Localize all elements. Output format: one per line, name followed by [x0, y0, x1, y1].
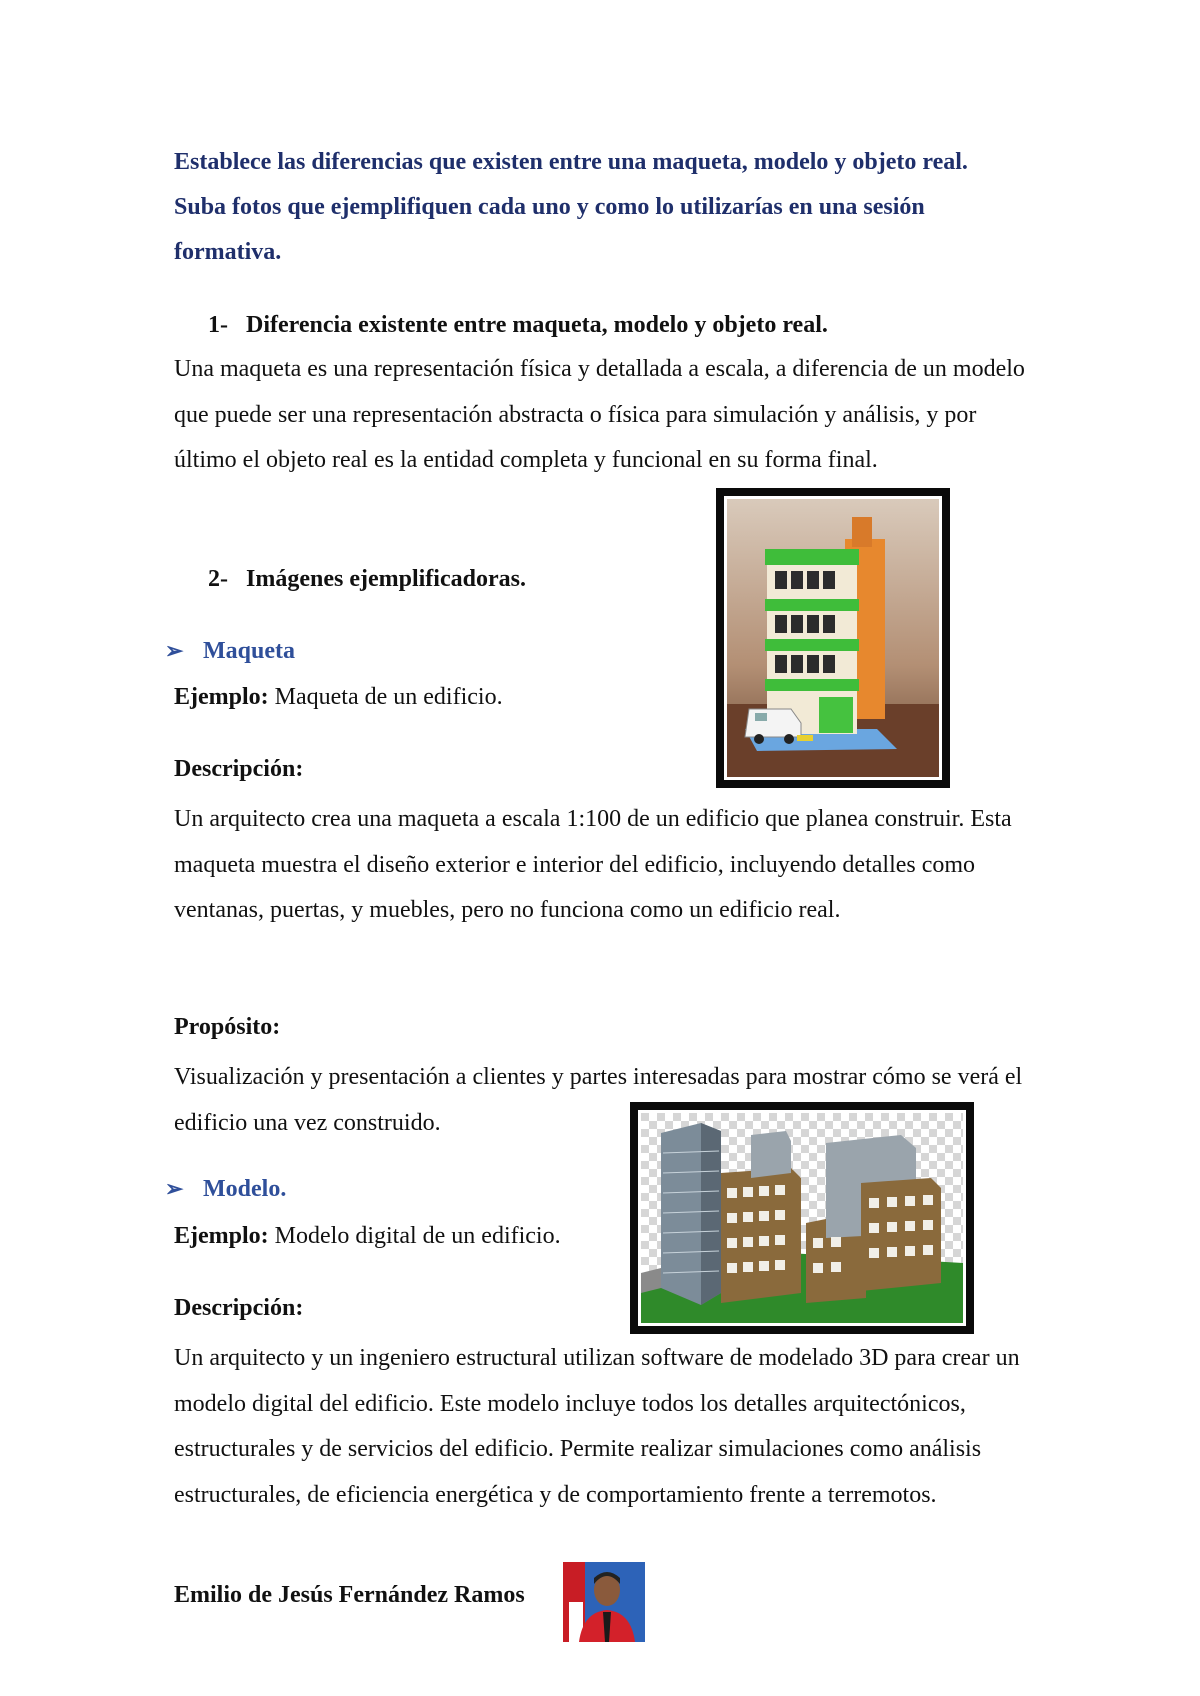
- maqueta-example-text: Maqueta de un edificio.: [268, 684, 503, 710]
- modelo-example: [174, 1223, 561, 1250]
- section-1-number: 1-: [208, 312, 228, 338]
- building-model-image: [727, 499, 939, 777]
- maqueta-example-label: Ejemplo:: [174, 684, 269, 710]
- author-name: Emilio de Jesús Fernández Ramos: [174, 1582, 525, 1608]
- modelo-description: Un arquitecto y un ingeniero estructural utilizan software de modelado 3D para crear un modelo digital del edificio. Este modelo incluye todos los detalles arquitectónicos, estructurales y de servicios del edificio. Permite realizar simulaciones como análisis estructurales, de eficiencia energética y de comportamiento frente a terremotos.: [174, 1345, 1020, 1508]
- modelo-example-label: Ejemplo:: [174, 1223, 269, 1249]
- digital-building-model-image: [641, 1113, 963, 1323]
- maqueta-purpose: Visualización y presentación a clientes y partes interesadas para mostrar cómo se verá el edificio una vez construido.: [174, 1064, 1023, 1136]
- modelo-heading: [165, 1176, 286, 1203]
- section-1-title: Diferencia existente entre maqueta, modelo y objeto real.: [246, 312, 828, 338]
- modelo-example-text: Modelo digital de un edificio.: [268, 1223, 561, 1249]
- arrow-bullet-icon: ➢: [165, 1176, 184, 1201]
- arrow-bullet-icon: ➢: [165, 638, 184, 663]
- maqueta-description: Un arquitecto crea una maqueta a escala 1:100 de un edificio que planea construir. Esta maqueta muestra el diseño exterior e interior del edificio, incluyendo detalles como ventanas, puertas, y muebles, pero no funciona como un edificio real.: [174, 806, 1012, 923]
- section-1-body: Una maqueta es una representación física y detallada a escala, a diferencia de un modelo que puede ser una representación abstracta o física para simulación y análisis, y por último el objeto real es la entidad completa y funcional en su forma final.: [174, 356, 1025, 473]
- modelo-description-label: Descripción:: [174, 1295, 304, 1321]
- modelo-photo: [630, 1102, 974, 1334]
- maqueta-example: [174, 684, 503, 711]
- maqueta-photo: [716, 488, 950, 788]
- section-2-heading: [208, 566, 526, 593]
- maqueta-purpose-label: Propósito:: [174, 1014, 281, 1040]
- maqueta-heading: [165, 638, 295, 665]
- section-1-heading: [208, 312, 828, 339]
- maqueta-heading-text: Maqueta: [203, 638, 295, 664]
- maqueta-description-label: Descripción:: [174, 756, 304, 782]
- author-photo: [563, 1562, 645, 1642]
- intro-prompt: Establece las diferencias que existen entre una maqueta, modelo y objeto real. Suba fotos que ejemplifiquen cada uno y como lo utilizarías en una sesión formativa.: [174, 149, 968, 265]
- section-2-number: 2-: [208, 566, 228, 592]
- avatar: [563, 1562, 645, 1642]
- modelo-heading-text: Modelo.: [203, 1176, 287, 1202]
- section-2-title: Imágenes ejemplificadoras.: [246, 566, 526, 592]
